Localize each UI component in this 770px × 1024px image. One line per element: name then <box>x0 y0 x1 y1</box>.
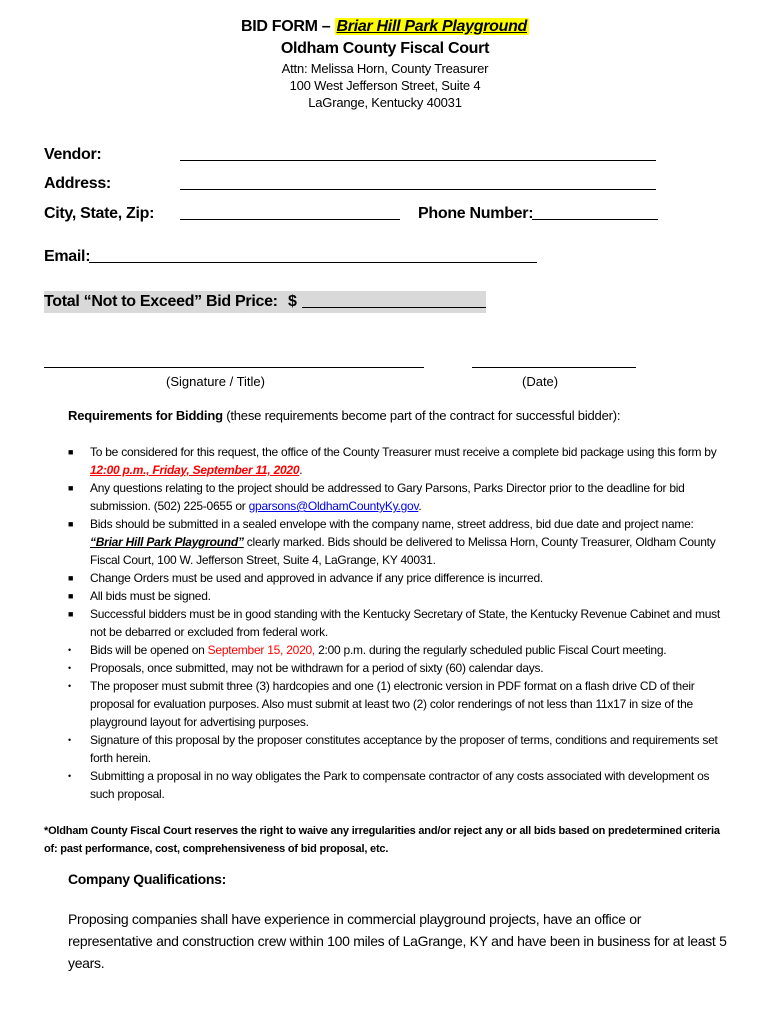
requirement-text: Submitting a proposal in no way obligates the Park to compensate contractor of any costs associated with development os such proposal. <box>90 769 710 801</box>
requirement-text-end: . <box>299 463 303 477</box>
square-bullet-icon: ■ <box>68 591 74 601</box>
list-item <box>68 767 728 803</box>
requirement-text: Bids should be submitted in a sealed envelope with the company name, street address, bid due date and project name: <box>90 517 694 531</box>
requirement-text: The proposer must submit three (3) hardcopies and one (1) electronic version in PDF format on a flash drive CD of their proposal for evaluation purposes. Also must submit at least two (2) color renderings of not less than 11x17 in size of the playground layout for advertising purposes. <box>90 679 695 729</box>
round-bullet-icon: • <box>68 645 71 655</box>
list-item <box>68 731 728 767</box>
attention-line: Attn: Melissa Horn, County Treasurer <box>281 61 489 76</box>
email-label: Email: <box>44 248 91 265</box>
list-item <box>68 587 728 605</box>
square-bullet-icon: ■ <box>68 573 74 583</box>
bid-opening-date: September 15, 2020, <box>207 643 315 657</box>
date-caption: (Date) <box>522 374 559 389</box>
date-line[interactable] <box>472 367 636 368</box>
city-state-zip-label: City, State, Zip: <box>44 205 155 222</box>
waiver-note: *Oldham County Fiscal Court reserves the right to waive any irregularities and/or reject any or all bids based on predetermined criteria of: past performance, cost, comprehensiveness of bid proposal, etc. <box>44 825 720 855</box>
organization-name: Oldham County Fiscal Court <box>280 40 490 57</box>
qualifications-body: Proposing companies shall have experience in commercial playground projects, have an office or representative and construction crew within 100 miles of LaGrange, KY and have been in business for at least 5 years. <box>68 911 727 971</box>
street-address: 100 West Jefferson Street, Suite 4 <box>289 78 481 93</box>
requirement-text: Signature of this proposal by the proposer constitutes acceptance by the proposer of terms, conditions and requirements set forth herein. <box>90 733 718 765</box>
requirement-text: Change Orders must be used and approved in advance if any price difference is incurred. <box>90 571 543 585</box>
project-name-highlight: Briar Hill Park Playground <box>336 18 528 35</box>
vendor-label: Vendor: <box>44 146 102 163</box>
email-input-line[interactable] <box>89 262 537 263</box>
requirement-text: All bids must be signed. <box>90 589 211 603</box>
submission-deadline: 12:00 p.m., Friday, September 11, 2020 <box>90 463 300 477</box>
requirements-heading <box>68 408 620 423</box>
qualifications-heading: Company Qualifications: <box>68 871 227 887</box>
round-bullet-icon: • <box>68 735 71 745</box>
list-item <box>68 605 728 641</box>
requirement-text-end: . <box>418 499 422 513</box>
round-bullet-icon: • <box>68 771 71 781</box>
currency-symbol: $ <box>288 293 297 310</box>
form-title <box>0 17 770 37</box>
total-bid-input-line[interactable] <box>302 307 486 308</box>
requirement-text-end: 2:00 p.m. during the regularly scheduled public Fiscal Court meeting. <box>315 643 667 657</box>
total-bid-label: Total “Not to Exceed” Bid Price: <box>44 293 278 310</box>
phone-input-line[interactable] <box>532 219 658 220</box>
round-bullet-icon: • <box>68 681 71 691</box>
square-bullet-icon: ■ <box>68 519 74 529</box>
contact-email-link[interactable]: gparsons@OldhamCountyKy.gov <box>248 499 419 513</box>
vendor-input-line[interactable] <box>180 160 656 161</box>
list-item <box>68 677 728 731</box>
list-item <box>68 659 728 677</box>
square-bullet-icon: ■ <box>68 483 74 493</box>
list-item <box>68 641 728 659</box>
address-label: Address: <box>44 175 111 192</box>
requirement-text-end: clearly marked. Bids should be delivered to Melissa Horn, County Treasurer, Oldham County Fiscal Court, 100 W. Jefferson Street, Suite 4, LaGrange, KY 40031. <box>90 535 716 567</box>
requirement-text: Bids will be opened on <box>90 643 208 657</box>
city-state-zip-input-line[interactable] <box>180 219 400 220</box>
requirements-heading-bold: Requirements for Bidding <box>68 408 223 423</box>
signature-caption: (Signature / Title) <box>166 374 265 389</box>
square-bullet-icon: ■ <box>68 447 74 457</box>
square-bullet-icon: ■ <box>68 609 74 619</box>
list-item <box>68 515 728 569</box>
form-title-prefix: BID FORM – <box>240 18 335 35</box>
city-address: LaGrange, Kentucky 40031 <box>308 95 462 110</box>
address-input-line[interactable] <box>180 189 656 190</box>
requirement-text: Proposals, once submitted, may not be withdrawn for a period of sixty (60) calendar days. <box>90 661 544 675</box>
requirement-text: Any questions relating to the project should be addressed to Gary Parsons, Parks Director prior to the deadline for bid submission. (502) 225-0655 or <box>90 481 685 513</box>
list-item <box>68 479 728 515</box>
requirement-text: To be considered for this request, the office of the County Treasurer must receive a complete bid package using this form by <box>90 445 717 459</box>
round-bullet-icon: • <box>68 663 71 673</box>
list-item <box>68 569 728 587</box>
requirements-list <box>68 443 728 803</box>
project-name-emphasis: “Briar Hill Park Playground” <box>90 535 244 549</box>
requirement-text: Successful bidders must be in good standing with the Kentucky Secretary of State, the Kentucky Revenue Cabinet and must not be debarred or excluded from federal work. <box>90 607 720 639</box>
list-item <box>68 443 728 479</box>
signature-line[interactable] <box>44 367 424 368</box>
phone-label: Phone Number: <box>418 205 534 222</box>
requirements-heading-rest: (these requirements become part of the contract for successful bidder): <box>222 408 621 423</box>
